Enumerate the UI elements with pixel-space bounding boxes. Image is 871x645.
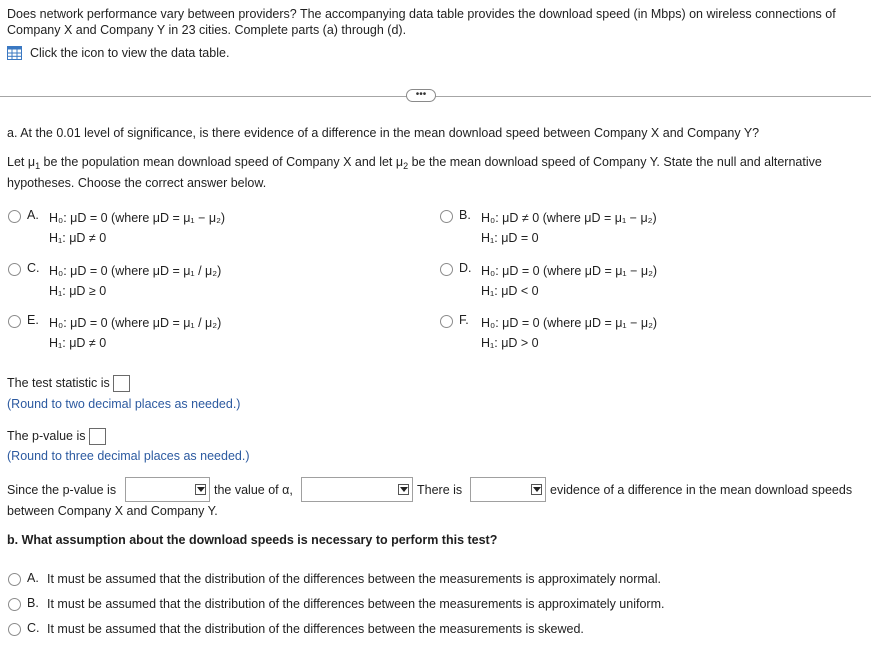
part-a-setup: Let $\mu_1$ be the population mean download speed of Company X and let $\mu_2$ be the mean download speed of Company Y. State the null and alternative: [7, 155, 822, 171]
decision-dropdown[interactable]: [301, 477, 413, 502]
pvalue-note: (Round to three decimal places as needed.): [7, 449, 250, 463]
part-a-prompt: a. At the 0.01 level of significance, is there evidence of a difference in the mean download speed between Company X and Company Y?: [7, 126, 760, 140]
option-f[interactable]: F. H₀: μD = 0 (where μD = μ₁ − μ₂) H₁: μD > 0: [440, 313, 657, 353]
question-intro: Does network performance vary between providers? The accompanying data table provides the download speed (in Mbps) on wireless connections of Company X and Company Y in 23 cities. Complete parts (a) through (d).: [7, 7, 836, 37]
radio-d[interactable]: [440, 263, 453, 276]
option-b[interactable]: B. H₀: μD ≠ 0 (where μD = μ₁ − μ₂) H₁: μD = 0: [440, 208, 657, 248]
radio-b-c[interactable]: [8, 623, 21, 636]
option-b-c[interactable]: C. It must be assumed that the distribution of the differences between the measurements is skewed.: [8, 621, 584, 637]
chevron-down-icon: [531, 484, 542, 495]
chevron-down-icon: [398, 484, 409, 495]
since-suffix: evidence of a difference in the mean download speeds: [550, 483, 853, 497]
option-d[interactable]: D. H₀: μD = 0 (where μD = μ₁ − μ₂) H₁: μD < 0: [440, 261, 657, 301]
data-table-link-text[interactable]: Click the icon to view the data table.: [30, 46, 230, 60]
radio-b-b[interactable]: [8, 598, 21, 611]
radio-b-a[interactable]: [8, 573, 21, 586]
test-statistic-row: The test statistic is: [7, 375, 130, 392]
part-b-prompt: b. What assumption about the download speeds is necessary to perform this test?: [7, 533, 498, 547]
since-mid: the value of α,: [214, 483, 293, 497]
since-prefix: Since the p-value is: [7, 483, 117, 497]
radio-e[interactable]: [8, 315, 21, 328]
since-there: There is: [417, 483, 463, 497]
option-b-a[interactable]: A. It must be assumed that the distribution of the differences between the measurements is approximately normal.: [8, 571, 661, 587]
radio-f[interactable]: [440, 315, 453, 328]
radio-c[interactable]: [8, 263, 21, 276]
radio-a[interactable]: [8, 210, 21, 223]
chevron-down-icon: [195, 484, 206, 495]
option-c[interactable]: C. H₀: μD = 0 (where μD = μ₁ / μ₂) H₁: μD ≥ 0: [8, 261, 221, 301]
data-table-link[interactable]: [7, 46, 229, 60]
test-statistic-input[interactable]: [113, 375, 130, 392]
part-a-setup-line2: hypotheses. Choose the correct answer below.: [7, 176, 267, 190]
pvalue-row: The p-value is: [7, 428, 106, 445]
radio-b[interactable]: [440, 210, 453, 223]
expand-button[interactable]: •••: [406, 89, 436, 102]
option-e[interactable]: E. H₀: μD = 0 (where μD = μ₁ / μ₂) H₁: μD ≠ 0: [8, 313, 221, 353]
option-b-b[interactable]: B. It must be assumed that the distribution of the differences between the measurements is approximately uniform.: [8, 596, 664, 612]
pvalue-comparison-dropdown[interactable]: [125, 477, 210, 502]
evidence-dropdown[interactable]: [470, 477, 546, 502]
table-icon[interactable]: [7, 46, 22, 60]
test-statistic-note: (Round to two decimal places as needed.): [7, 397, 241, 411]
pvalue-input[interactable]: [89, 428, 106, 445]
option-a[interactable]: A. H₀: μD = 0 (where μD = μ₁ − μ₂) H₁: μD ≠ 0: [8, 208, 225, 248]
since-line2: between Company X and Company Y.: [7, 504, 218, 518]
